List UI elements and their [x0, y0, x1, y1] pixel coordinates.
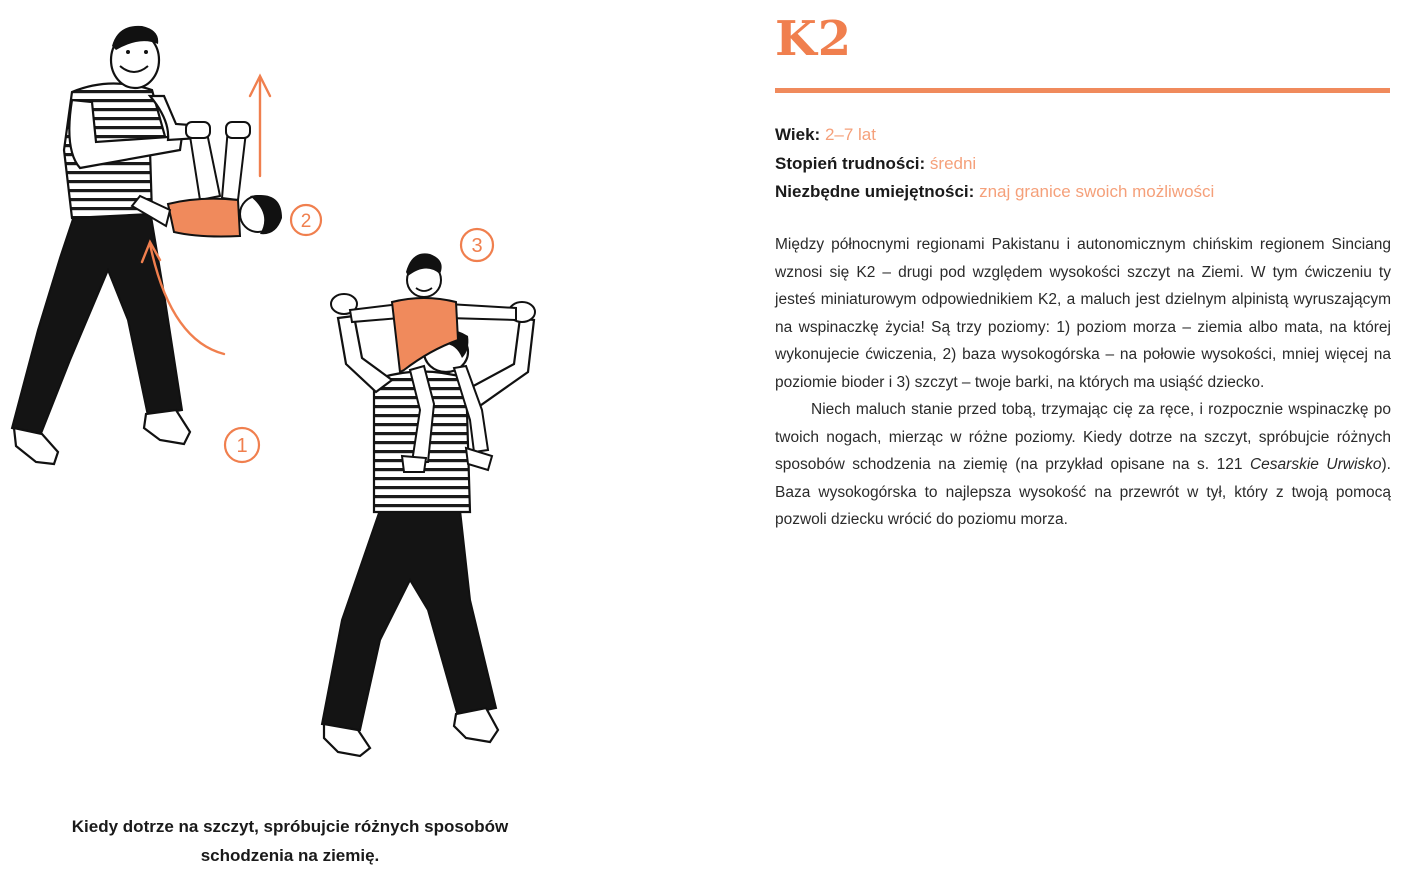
step-marker-1: [225, 428, 259, 462]
adult-figure-left: [12, 26, 204, 464]
difficulty-value: średni: [929, 153, 977, 173]
paragraph-intro: Między północnymi regionami Pakistanu i autonomicznym chińskim regionem Sinciang wznosi się K2 – drugi pod względem wysokości szczyt na Ziemi. W tym ćwiczeniu ty jesteś miniaturowym odpowiednikiem K2, a maluch jest dzielnym alpinistą wyruszającym na wspinaczkę życia! Są trzy poziomy: 1) poziom morza – ziemia albo mata, na której wykonujecie ćwiczenia, 2) baza wysokogórska – na połowie wysokości, mniej więcej na poziomie bioder i 3) szczyt – twoje barki, na których ma usiąść dziecko.: [775, 236, 1391, 391]
illustration-caption: Kiedy dotrze na szczyt, spróbujcie różnych sposobów schodzenia na ziemię.: [71, 817, 509, 865]
step-marker-3: [461, 229, 493, 261]
cross-reference-title: Cesarskie Urwisko: [1249, 456, 1382, 473]
title-divider: [775, 88, 1390, 93]
paragraph-instructions: [775, 396, 1391, 534]
k2-exercise-illustration: [0, 0, 560, 800]
step-label-1: 1: [236, 435, 248, 457]
skills-label: Niezbędne umiejętności:: [775, 182, 975, 201]
step-label-3: 3: [471, 235, 483, 257]
page-title: K2: [775, 11, 853, 67]
exercise-meta: [775, 121, 1395, 207]
meta-skills: [775, 178, 1395, 207]
meta-difficulty: [775, 150, 1395, 179]
step-label-2: 2: [300, 211, 312, 232]
meta-age: [775, 121, 1395, 150]
age-value: 2–7 lat: [824, 125, 876, 144]
paragraph-instructions-part1: Niech maluch stanie przed tobą, trzymając cię za ręce, i rozpocznie wspinaczkę po twoich nogach, mierząc w różne poziomy. Kiedy dotrze na szczyt, spróbujcie różnych sposobów schodzenia na ziemię (na przykład opisane na s. 121: [775, 401, 1391, 473]
step-marker-2: [291, 205, 321, 235]
adult-figure-right: [322, 294, 535, 756]
paragraph-instructions-part2: ). Baza wysokogórska to najlepsza wysokość na przewrót w tył, który z twoją pomocą pozwoli dziecku wrócić do poziomu morza.: [775, 456, 1391, 528]
exercise-description: [775, 231, 1391, 534]
difficulty-label: Stopień trudności:: [775, 153, 926, 173]
skills-value: znaj granice swoich możliwości: [979, 182, 1215, 201]
age-label: Wiek:: [775, 125, 821, 144]
